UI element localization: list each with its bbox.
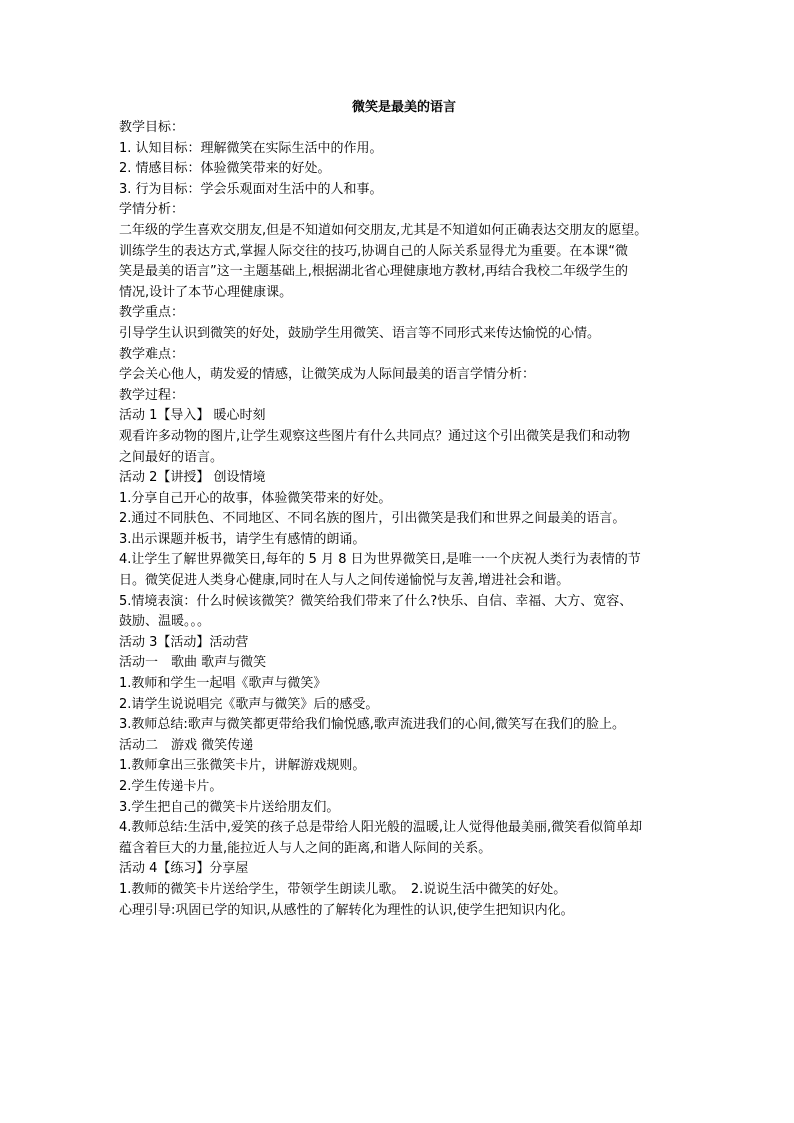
document-page [119,98,679,921]
text-line: 2.请学生说说唱完《歌声与微笑》后的感受。 [119,696,379,712]
text-line: 5.情境表演：什么时候该微笑？微笑给我们带来了什么?快乐、自信、幸福、大方、宽容、 [119,593,633,609]
text-line: 活动 3【活动】活动营 [119,634,249,650]
text-line: 蕴含着巨大的力量,能拉近人与人之间的距离,和谐人际间的关系。 [119,840,492,856]
text-line: 1.教师的微笑卡片送给学生，带领学生朗读儿歌。 2.说说生活中微笑的好处。 [119,881,567,897]
text-line: 4.教师总结:生活中,爱笑的孩子总是带给人阳光般的温暖,让人觉得他最美丽,微笑看似简单却 [119,820,643,836]
text-line: 1.分享自己开心的故事，体验微笑带来的好处。 [119,490,392,506]
text-line: 1.教师和学生一起唱《歌声与微笑》 [119,676,327,692]
text-line: 日。微笑促进人类身心健康,同时在人与人之间传递愉悦与友善,增进社会和谐。 [119,573,570,589]
text-line: 3.出示课题并板书，请学生有感情的朗诵。 [119,531,366,547]
text-line: 学会关心他人，萌发爱的情感，让微笑成为人际间最美的语言学情分析： [119,367,536,383]
text-line: 3. 行为目标：学会乐观面对生活中的人和事。 [119,181,383,197]
text-line: 教学难点： [119,346,185,362]
text-line: 教学重点： [119,305,185,321]
text-line: 教学过程： [119,387,185,403]
text-line: 活动 4【练习】分享屋 [119,861,249,877]
text-line: 2.通过不同肤色、不同地区、不同名族的图片，引出微笑是我们和世界之间最美的语言。 [119,511,626,527]
text-line: 学情分析： [119,202,185,218]
text-line: 活动一 歌曲 歌声与微笑 [119,655,267,671]
document-body [119,118,679,921]
text-line: 训练学生的表达方式,掌握人际交往的技巧,协调自己的人际关系显得尤为重要。在本课“微 [119,243,629,259]
text-line: 教学目标： [119,120,185,135]
text-line: 活动 1【导入】 暖心时刻 [119,408,266,424]
document-title: 微笑是最美的语言 [351,100,456,115]
text-line: 3.教师总结:歌声与微笑都更带给我们愉悦感,歌声流进我们的心间,微笑写在我们的脸上。 [119,717,626,733]
text-line: 3.学生把自己的微笑卡片送给朋友们。 [119,799,340,815]
text-line: 观看许多动物的图片,让学生观察这些图片有什么共同点？通过这个引出微笑是我们和动物 [119,428,631,444]
text-line: 笑是最美的语言”这一主题基础上,根据湖北省心理健康地方教材,再结合我校二年级学生的 [119,264,629,280]
text-line: 之间最好的语言。 [119,449,224,465]
text-line: 心理引导:巩固已学的知识,从感性的了解转化为理性的认识,使学生把知识内化。 [119,902,574,918]
text-line: 引导学生认识到微笑的好处，鼓励学生用微笑、语言等不同形式来传达愉悦的心情。 [119,325,601,341]
text-line: 2.学生传递卡片。 [119,779,223,794]
text-line: 4.让学生了解世界微笑日,每年的 5 月 8 日为世界微笑日,是唯一一个庆祝人类行为表情的节 [119,552,641,568]
text-line: 1. 认知目标：理解微笑在实际生活中的作用。 [119,140,383,156]
text-line: 2. 情感目标：体验微笑带来的好处。 [119,161,331,177]
text-line: 活动 2【讲授】 创设情境 [119,470,266,486]
text-line: 1.教师拿出三张微笑卡片，讲解游戏规则。 [119,758,366,774]
text-line: 情况,设计了本节心理健康课。 [119,284,293,300]
text-line: 活动二 游戏 微笑传递 [119,737,254,753]
text-line: 二年级的学生喜欢交朋友,但是不知道如何交朋友,尤其是不知道如何正确表达交朋友的愿望。 [119,222,648,238]
text-line: 鼓励、温暖。。。 [119,614,211,630]
